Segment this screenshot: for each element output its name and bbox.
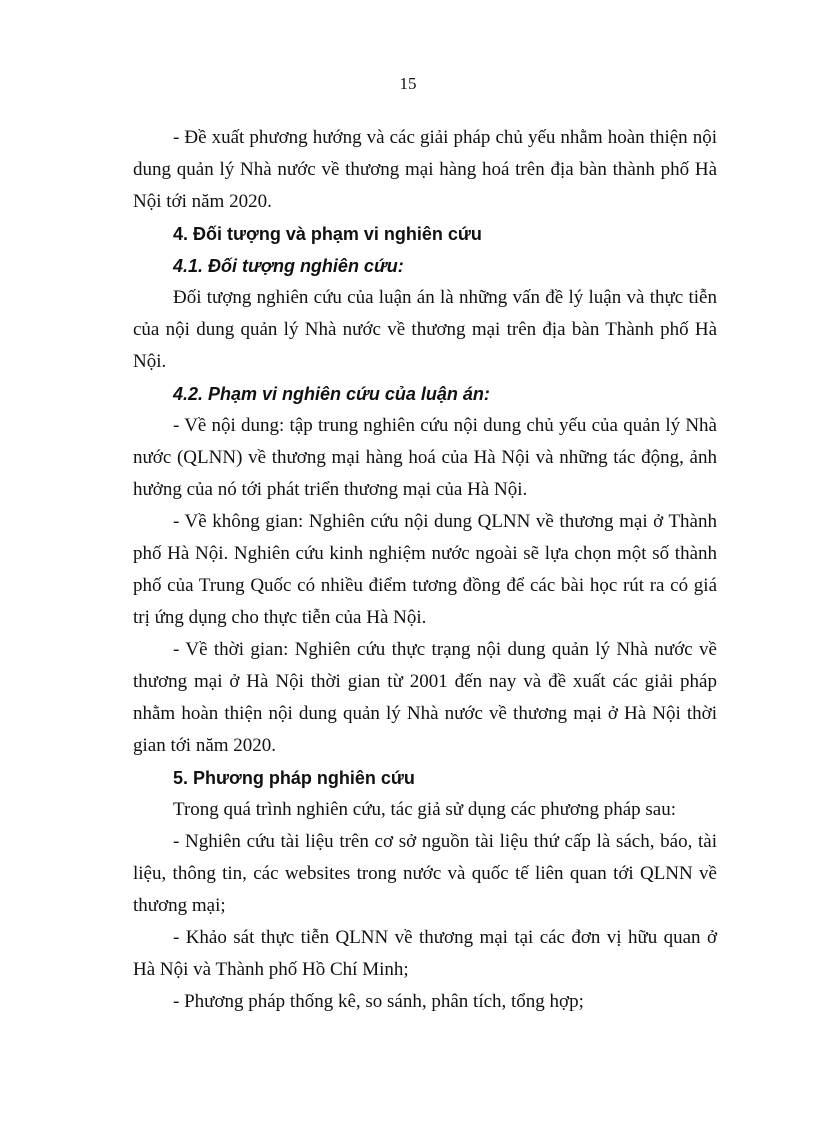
paragraph-space-scope: - Về không gian: Nghiên cứu nội dung QLNN về thương mại ở Thành phố Hà Nội. Nghiên cứu kinh nghiệm nước ngoài sẽ lựa chọn một số thành phố của Trung Quốc có nhiều điểm tương đồng để các bài học rút ra có giá trị ứng dụng cho thực tiễn của Hà Nội.	[133, 511, 717, 628]
paragraph-method-survey: - Khảo sát thực tiễn QLNN về thương mại tại các đơn vị hữu quan ở Hà Nội và Thành phố Hồ Chí Minh;	[133, 927, 717, 980]
heading-scope: 4. Đối tượng và phạm vi nghiên cứu	[173, 224, 482, 244]
paragraph-proposal: - Đề xuất phương hướng và các giải pháp chủ yếu nhằm hoàn thiện nội dung quản lý Nhà nước về thương mại hàng hoá trên địa bàn thành phố Hà Nội tới năm 2020.	[133, 127, 717, 212]
paragraph-time-scope: - Về thời gian: Nghiên cứu thực trạng nội dung quản lý Nhà nước về thương mại ở Hà Nội thời gian từ 2001 đến nay và đề xuất các giải pháp nhằm hoàn thiện nội dung quản lý Nhà nước về thương mại ở Hà Nội thời gian tới năm 2020.	[133, 639, 717, 756]
page-number: 15	[399, 74, 417, 93]
paragraph-methods-intro: Trong quá trình nghiên cứu, tác giả sử dụng các phương pháp sau:	[173, 799, 677, 820]
paragraph-object: Đối tượng nghiên cứu của luận án là những vấn đề lý luận và thực tiễn của nội dung quản lý Nhà nước về thương mại trên địa bàn Thành phố Hà Nội.	[133, 287, 717, 372]
paragraph-method-documents: - Nghiên cứu tài liệu trên cơ sở nguồn tài liệu thứ cấp là sách, báo, tài liệu, thông tin, các websites trong nước và quốc tế liên quan tới QLNN về thương mại;	[133, 831, 717, 916]
body-content	[133, 122, 717, 1018]
paragraph-content-scope: - Về nội dung: tập trung nghiên cứu nội dung chủ yếu của quản lý Nhà nước (QLNN) về thương mại hàng hoá của Hà Nội và những tác động, ảnh hưởng của nó tới phát triển thương mại của Hà Nội.	[133, 415, 717, 500]
subheading-range: 4.2. Phạm vi nghiên cứu của luận án:	[173, 384, 490, 404]
heading-methods: 5. Phương pháp nghiên cứu	[173, 768, 415, 788]
paragraph-method-statistics: - Phương pháp thống kê, so sánh, phân tích, tổng hợp;	[173, 991, 584, 1012]
subheading-object: 4.1. Đối tượng nghiên cứu:	[173, 256, 404, 276]
